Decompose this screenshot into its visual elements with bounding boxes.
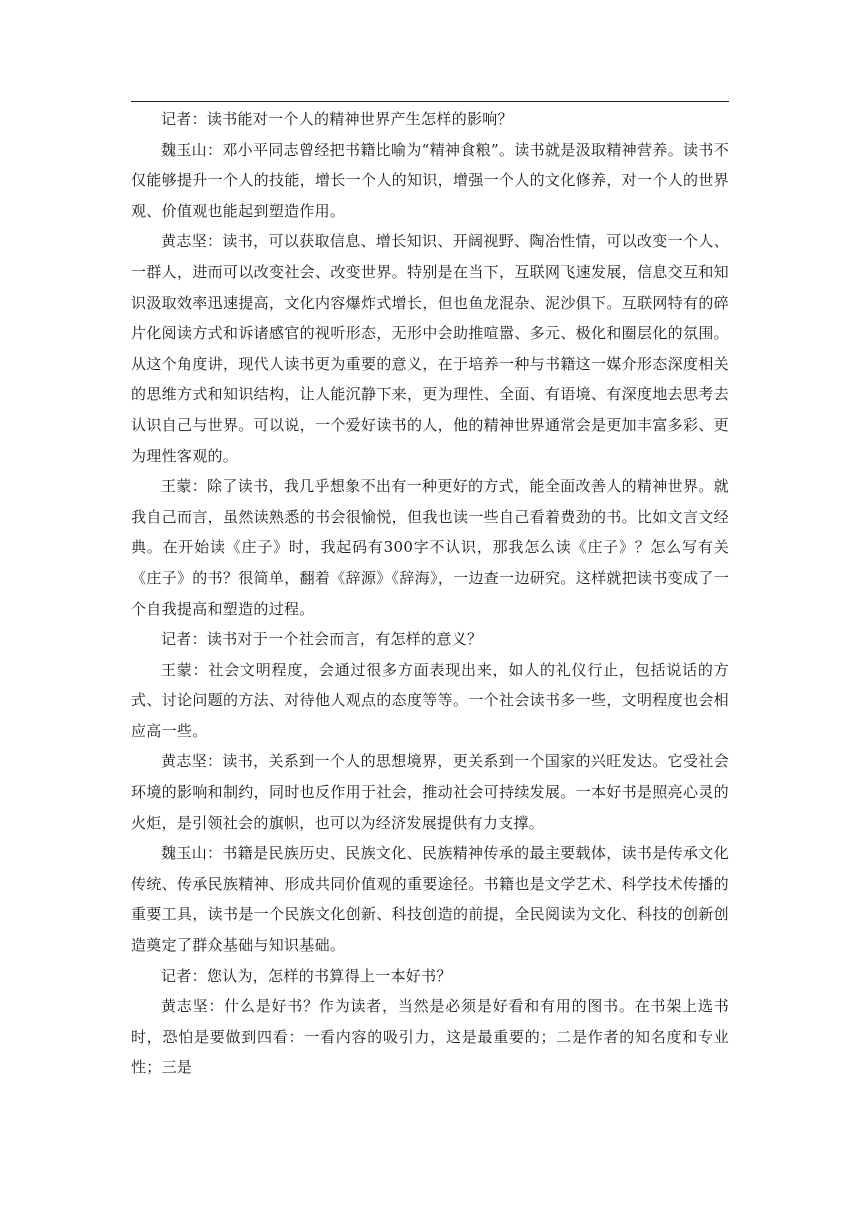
header-rule bbox=[131, 101, 729, 102]
paragraph-wei-yushan-1: 魏玉山：邓小平同志曾经把书籍比喻为“精神食粮”。读书就是汲取精神营养。读书不仅能够提升一个人的技能，增长一个人的知识，增强一个人的文化修养，对一个人的世界观、价值观也能起到塑造作用。 bbox=[131, 140, 729, 220]
paragraph-huang-zhijian-2: 黄志坚：读书，关系到一个人的思想境界，更关系到一个国家的兴旺发达。它受社会环境的影响和制约，同时也反作用于社会，推动社会可持续发展。一本好书是照亮心灵的火炬，是引领社会的旗帜，也可以为经济发展提供有力支撑。 bbox=[131, 752, 729, 832]
paragraph-reporter-question-2: 记者：读书对于一个社会而言，有怎样的意义？ bbox=[161, 630, 483, 649]
paragraph-huang-zhijian-1: 黄志坚：读书，可以获取信息、增长知识、开阔视野、陶冶性情，可以改变一个人、一群人，进而可以改变社会、改变世界。特别是在当下，互联网飞速发展，信息交互和知识汲取效率迅速提高，文化内容爆炸式增长，但也鱼龙混杂、泥沙俱下。互联网特有的碎片化阅读方式和诉诸感官的视听形态，无形中会助推喧嚣、多元、极化和圈层化的氛围。从这个角度讲，现代人读书更为重要的意义，在于培养一种与书籍这一媒介形态深度相关的思维方式和知识结构，让人能沉静下来，更为理性、全面、有语境、有深度地去思考去认识自己与世界。可以说，一个爱好读书的人，他的精神世界通常会是更加丰富多彩、更为理性客观的。 bbox=[131, 232, 729, 465]
paragraph-reporter-question-3: 记者：您认为，怎样的书算得上一本好书？ bbox=[161, 966, 452, 985]
paragraph-huang-zhijian-3: 黄志坚：什么是好书？作为读者，当然是必须是好看和有用的图书。在书架上选书时，恐怕是要做到四看：一看内容的吸引力，这是最重要的；二是作者的知名度和专业性；三是 bbox=[131, 997, 729, 1077]
paragraph-wei-yushan-2: 魏玉山：书籍是民族历史、民族文化、民族精神传承的最主要载体，读书是传承文化传统、传承民族精神、形成共同价值观的重要途径。书籍也是文学艺术、科学技术传播的重要工具，读书是一个民族文化创新、科技创造的前提，全民阅读为文化、科技的创新创造奠定了群众基础与知识基础。 bbox=[131, 844, 729, 955]
document-body bbox=[131, 104, 729, 1083]
paragraph-wang-meng-1: 王蒙：除了读书，我几乎想象不出有一种更好的方式，能全面改善人的精神世界。就我自己而言，虽然读熟悉的书会很愉悦，但我也读一些自己看着费劲的书。比如文言文经典。在开始读《庄子》时，我起码有300字不认识，那我怎么读《庄子》？怎么写有关《庄子》的书？很简单，翻着《辞源》《辞海》，一边查一边研究。这样就把读书变成了一个自我提高和塑造的过程。 bbox=[131, 477, 729, 618]
paragraph-wang-meng-2: 王蒙：社会文明程度，会通过很多方面表现出来，如人的礼仪行止，包括说话的方式、讨论问题的方法、对待他人观点的态度等等。一个社会读书多一些，文明程度也会相应高一些。 bbox=[131, 660, 729, 740]
paragraph-reporter-question-1: 记者：读书能对一个人的精神世界产生怎样的影响？ bbox=[161, 110, 513, 128]
